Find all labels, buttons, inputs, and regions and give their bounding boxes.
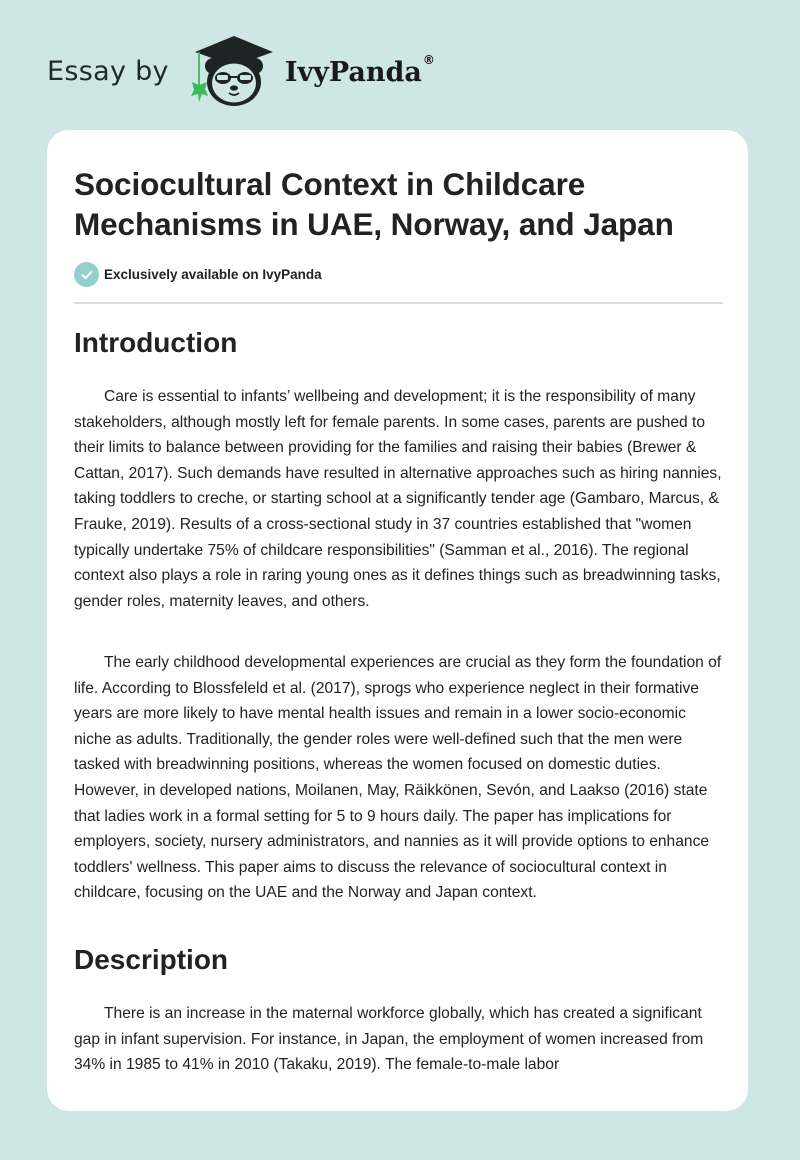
panda-graduation-cap-logo-icon xyxy=(189,30,279,110)
essay-card xyxy=(47,130,748,1111)
site-header xyxy=(47,30,435,110)
brand-name xyxy=(284,52,435,88)
section-heading-introduction: Introduction xyxy=(74,327,238,358)
paragraph: There is an increase in the maternal workforce globally, which has created a significant gap in infant supervision. For instance, in Japan, the employment of women increased from 34% in 1985 to 41% in 2010 (Takaku, 2019). The female-to-male labor xyxy=(74,1005,704,1074)
essay-title: Sociocultural Context in Childcare Mechanisms in UAE, Norway, and Japan xyxy=(74,166,674,242)
title-divider xyxy=(74,302,723,304)
exclusive-text: Exclusively available on IvyPanda xyxy=(104,267,322,282)
essay-by-label: Essay by xyxy=(47,55,169,87)
ivypanda-logo-link[interactable] xyxy=(189,30,279,110)
section-heading-description: Description xyxy=(74,944,229,975)
paragraph: Care is essential to infants’ wellbeing and development; it is the responsibility of many stakeholders, although mostly left for female parents. In some cases, parents are pushed to their limits to balance between providing for the families and raising their babies (Brewer & Cattan, 2017). Such demands have resulted in alternative approaches such as hiring nannies, taking toddlers to creche, or starting school at a significantly tender age (Gambaro, Marcus, & Frauke, 2019). Results of a cross-sectional study in 37 countries established that "women typically undertake 75% of childcare responsibilities" (Samman et al., 2016). The regional context also plays a role in raring young ones as it defines things such as breadwinning tasks, gender roles, maternity leaves, and others. xyxy=(74,388,722,610)
exclusive-badge xyxy=(74,262,322,287)
brand-name-text: IvyPanda xyxy=(284,56,422,88)
registered-mark: ® xyxy=(422,52,435,67)
check-circle-icon xyxy=(74,262,99,287)
paragraph: The early childhood developmental experiences are crucial as they form the foundation of life. According to Blossfeleld et al. (2017), sprogs who experience neglect in their formative years are more likely to have mental health issues and remain in a lower socio-economic niche as adults. Traditionally, the gender roles were well-defined such that the men were tasked with breadwinning positions, whereas the women focused on domestic duties. However, in developed nations, Moilanen, May, Räikkönen, Sevón, and Laakso (2016) state that ladies work in a formal setting for 5 to 9 hours daily. The paper has implications for employers, society, nursery administrators, and nannies as it will provide options to enhance toddlers' wellness. This paper aims to discuss the relevance of sociocultural context in childcare, focusing on the UAE and the Norway and Japan context. xyxy=(74,654,722,902)
